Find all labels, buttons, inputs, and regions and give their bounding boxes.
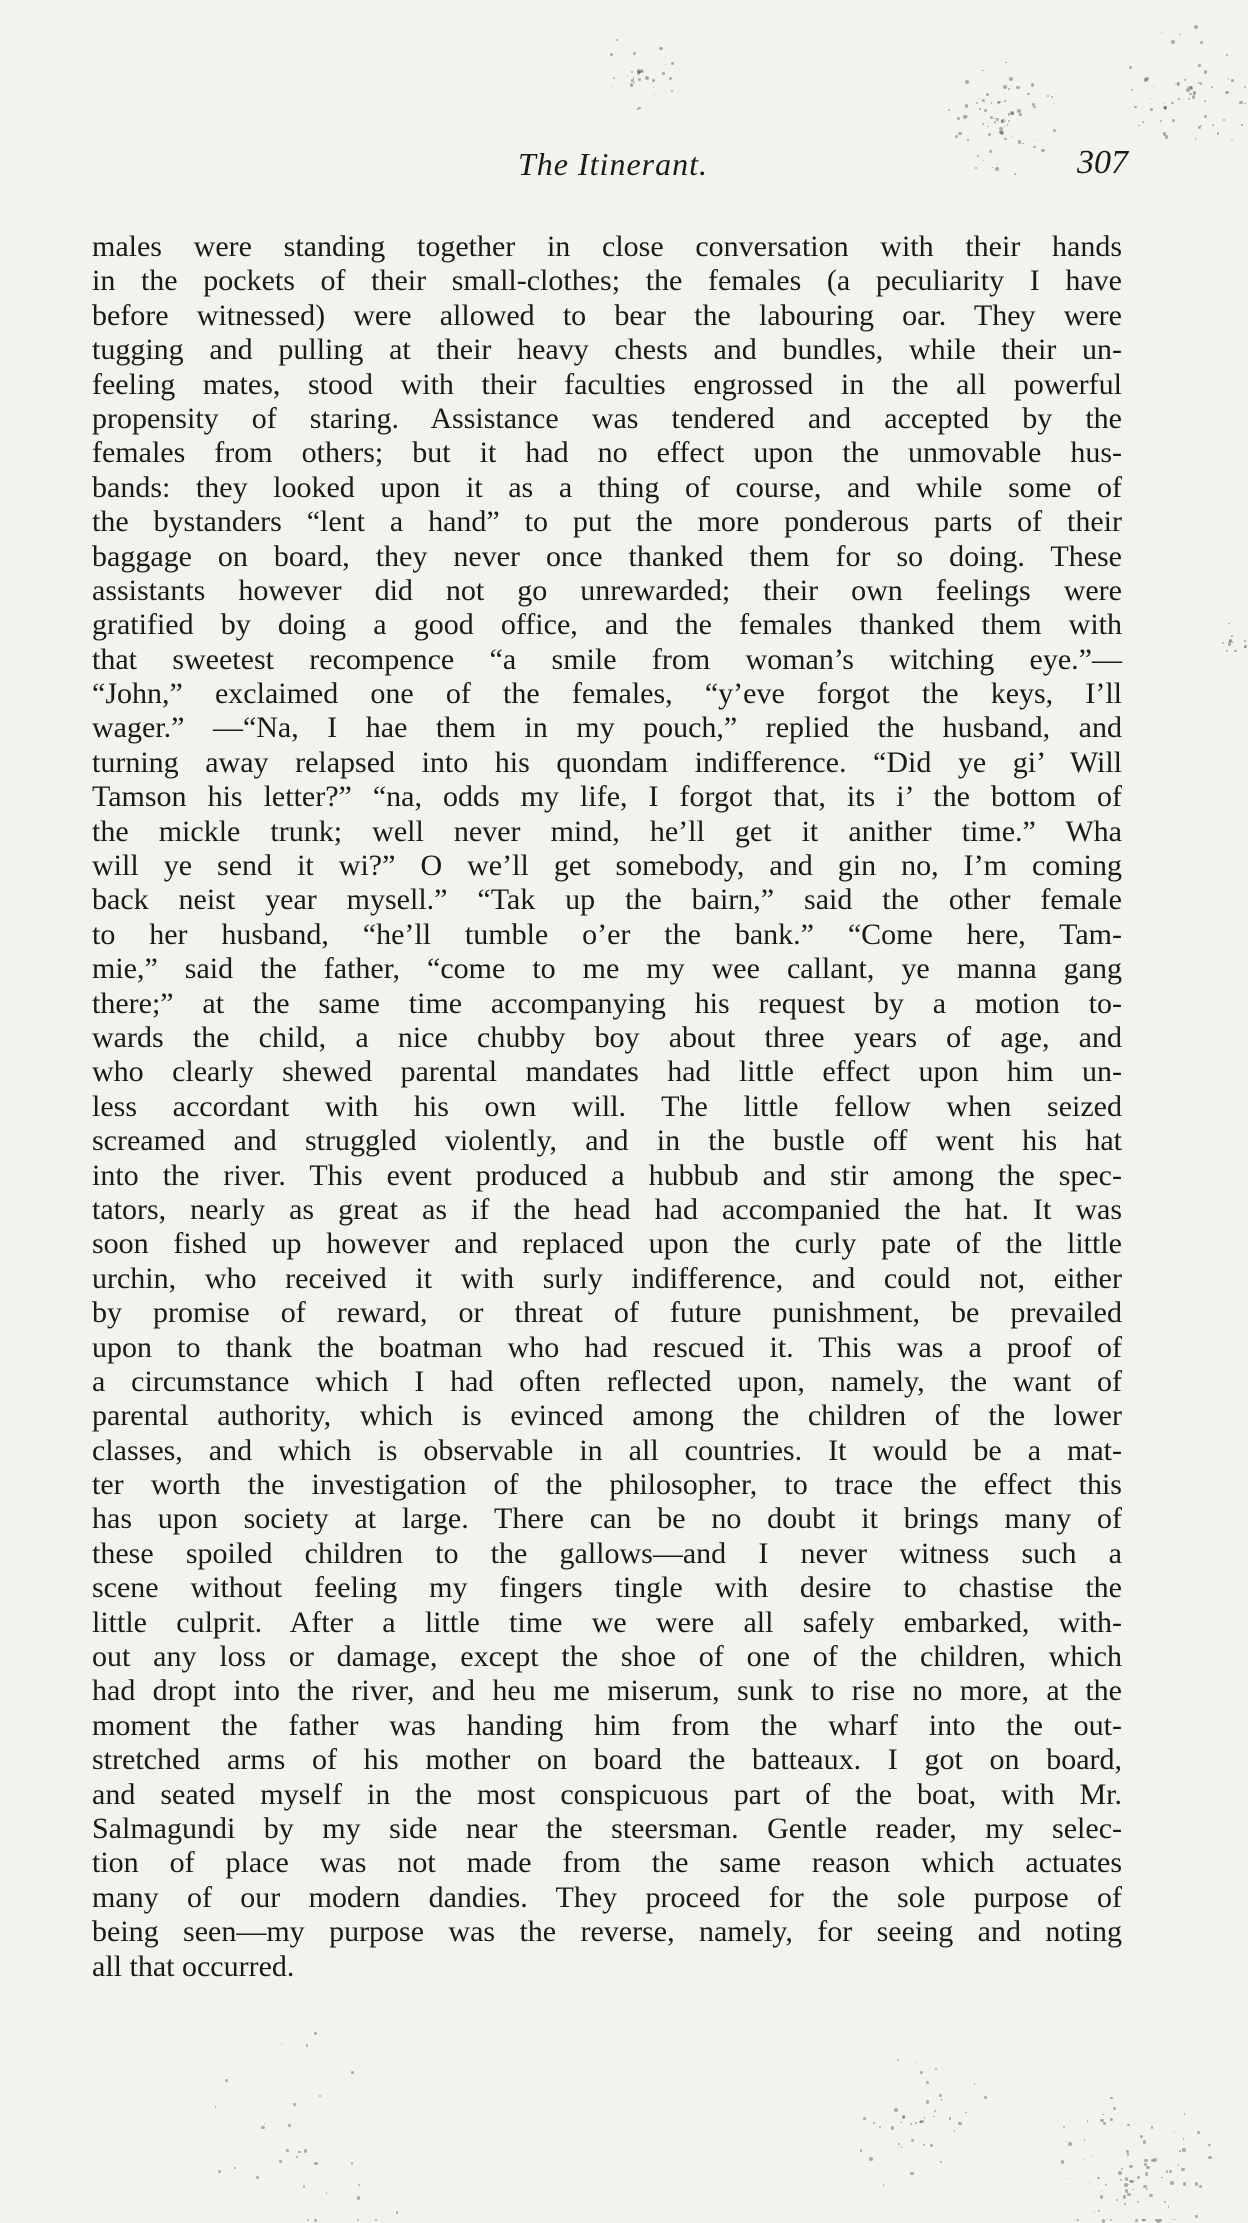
text-line: Tamson his letter?” “na, odds my life, I forgot that, its i’ the bottom of: [92, 780, 1122, 814]
text-line: to her husband, “he’ll tumble o’er the bank.” “Come here, Tam-: [92, 917, 1122, 951]
text-line: parental authority, which is evinced among the children of the lower: [92, 1399, 1122, 1433]
text-line: stretched arms of his mother on board the batteaux. I got on board,: [92, 1743, 1122, 1777]
text-line: gratified by doing a good office, and the females thanked them with: [92, 608, 1122, 642]
text-line: has upon society at large. There can be no doubt it brings many of: [92, 1502, 1122, 1536]
text-line: all that occurred.: [92, 1949, 295, 1983]
text-line: upon to thank the boatman who had rescued it. This was a proof of: [92, 1330, 1122, 1364]
text-line: many of our modern dandies. They proceed for the sole purpose of: [92, 1880, 1122, 1914]
text-line: had dropt into the river, and heu me miserum, sunk to rise no more, at the: [92, 1674, 1122, 1708]
text-line: tion of place was not made from the same reason which actuates: [92, 1846, 1122, 1880]
text-line: females from others; but it had no effect upon the unmovable hus-: [92, 436, 1122, 470]
text-line: the bystanders “lent a hand” to put the more ponderous parts of their: [92, 505, 1122, 539]
page-header: [98, 138, 1128, 198]
text-line: out any loss or damage, except the shoe of one of the children, which: [92, 1640, 1122, 1674]
text-line: urchin, who received it with surly indifference, and could not, either: [92, 1261, 1122, 1295]
text-line: propensity of staring. Assistance was tendered and accepted by the: [92, 401, 1122, 435]
text-line: back neist year mysell.” “Tak up the bairn,” said the other female: [92, 883, 1122, 917]
text-line: turning away relapsed into his quondam indifference. “Did ye gi’ Will: [92, 745, 1122, 779]
text-line: into the river. This event produced a hubbub and stir among the spec-: [92, 1158, 1122, 1192]
text-line: baggage on board, they never once thanked them for so doing. These: [92, 539, 1122, 573]
text-line: Salmagundi by my side near the steersman. Gentle reader, my selec-: [92, 1811, 1122, 1845]
text-line: and seated myself in the most conspicuous part of the boat, with Mr.: [92, 1777, 1122, 1811]
text-line: feeling mates, stood with their faculties engrossed in the all powerful: [92, 367, 1122, 401]
text-line: a circumstance which I had often reflected upon, namely, the want of: [92, 1364, 1122, 1398]
text-line: before witnessed) were allowed to bear the labouring oar. They were: [92, 298, 1122, 332]
text-line: wager.” —“Na, I hae them in my pouch,” replied the husband, and: [92, 711, 1122, 745]
text-line: that sweetest recompence “a smile from woman’s witching eye.”—: [92, 642, 1122, 676]
text-line: soon fished up however and replaced upon the curly pate of the little: [92, 1227, 1122, 1261]
text-line: moment the father was handing him from the wharf into the out-: [92, 1708, 1122, 1742]
body-text: [92, 230, 1122, 1984]
text-line: the mickle trunk; well never mind, he’ll get it anither time.” Wha: [92, 814, 1122, 848]
text-line: little culprit. After a little time we were all safely embarked, with-: [92, 1605, 1122, 1639]
text-line: classes, and which is observable in all countries. It would be a mat-: [92, 1433, 1122, 1467]
page-number: 307: [1077, 144, 1128, 181]
text-line: tugging and pulling at their heavy chests and bundles, while their un-: [92, 333, 1122, 367]
text-line: tators, nearly as great as if the head had accompanied the hat. It was: [92, 1192, 1122, 1226]
text-line: assistants however did not go unrewarded; their own feelings were: [92, 573, 1122, 607]
text-line: these spoiled children to the gallows—and I never witness such a: [92, 1536, 1122, 1570]
text-line: scene without feeling my fingers tingle with desire to chastise the: [92, 1571, 1122, 1605]
text-line: males were standing together in close conversation with their hands: [92, 230, 1122, 263]
text-line: “John,” exclaimed one of the females, “y’eve forgot the keys, I’ll: [92, 677, 1122, 711]
text-line: less accordant with his own will. The little fellow when seized: [92, 1089, 1122, 1123]
text-line: will ye send it wi?” O we’ll get somebody, and gin no, I’m coming: [92, 849, 1122, 883]
text-line: by promise of reward, or threat of future punishment, be prevailed: [92, 1296, 1122, 1330]
text-line: wards the child, a nice chubby boy about three years of age, and: [92, 1020, 1122, 1054]
running-title: The Itinerant.: [518, 146, 708, 182]
text-line: screamed and struggled violently, and in the bustle off went his hat: [92, 1124, 1122, 1158]
text-line: there;” at the same time accompanying his request by a motion to-: [92, 986, 1122, 1020]
text-line: who clearly shewed parental mandates had little effect upon him un-: [92, 1055, 1122, 1089]
text-line: being seen—my purpose was the reverse, namely, for seeing and noting: [92, 1915, 1122, 1949]
text-line: in the pockets of their small-clothes; the females (a peculiarity I have: [92, 264, 1122, 298]
text-line: ter worth the investigation of the philosopher, to trace the effect this: [92, 1468, 1122, 1502]
text-line: bands: they looked upon it as a thing of course, and while some of: [92, 470, 1122, 504]
text-line: mie,” said the father, “come to me my wee callant, ye manna gang: [92, 952, 1122, 986]
